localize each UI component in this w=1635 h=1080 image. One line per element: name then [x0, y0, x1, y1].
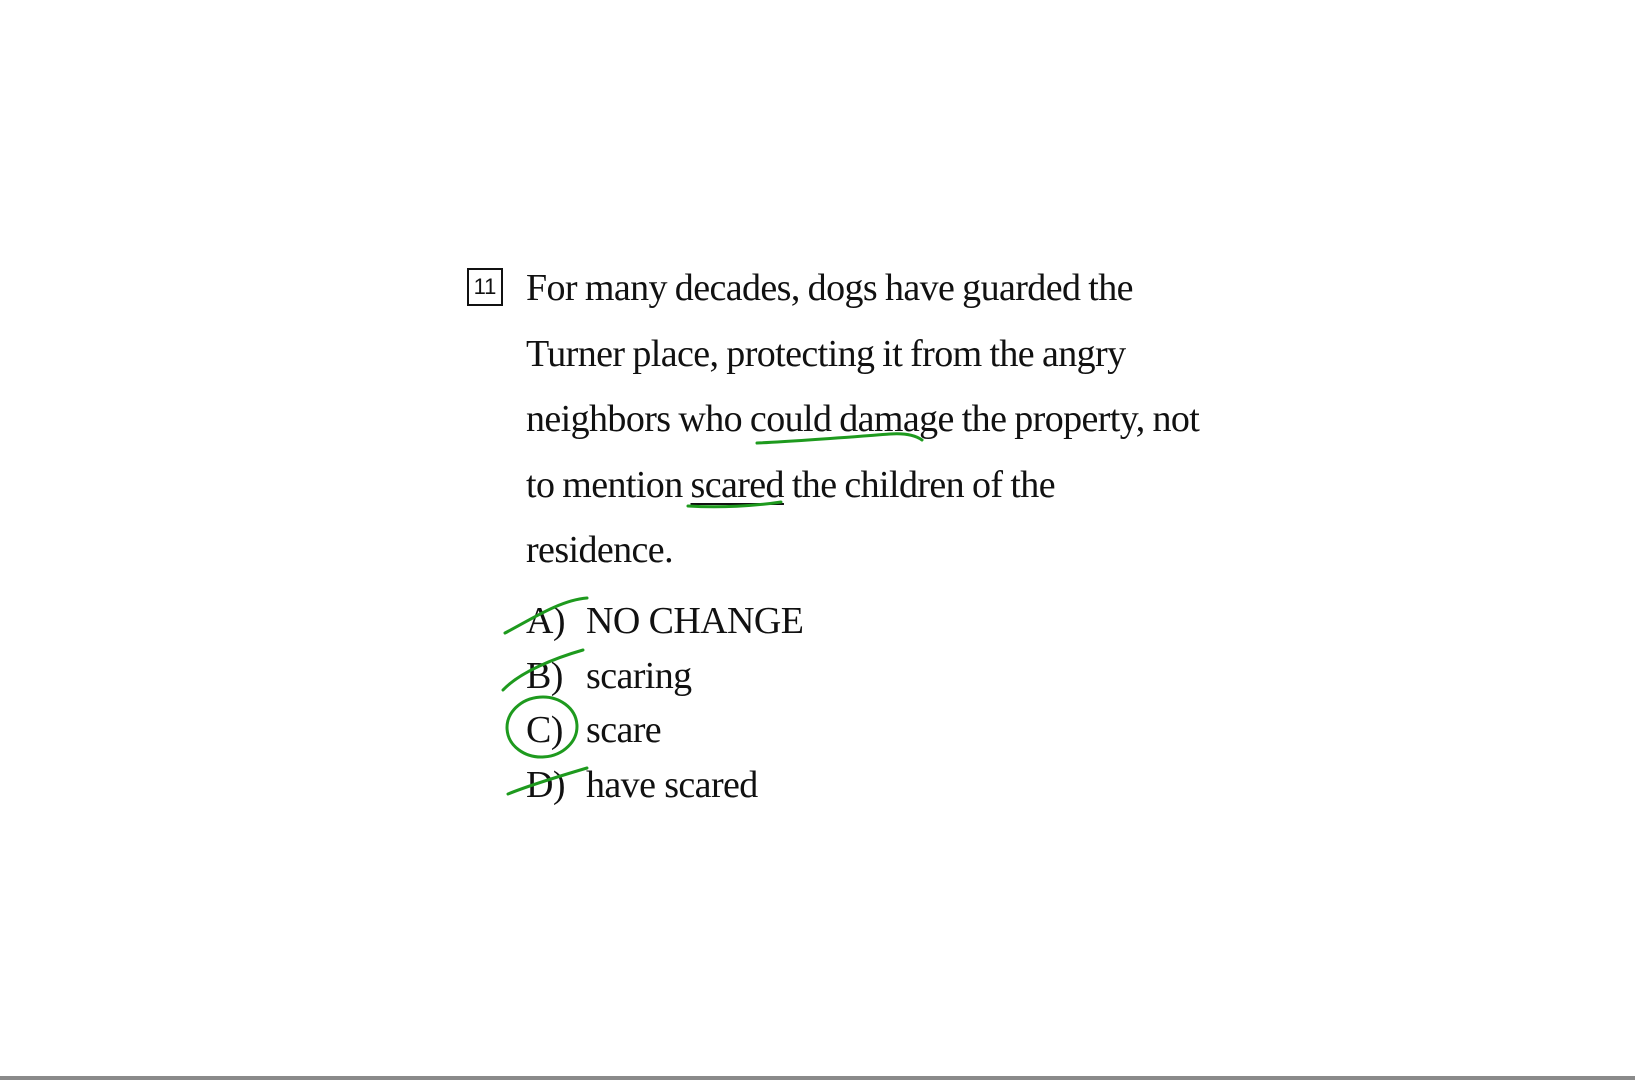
underlined-phrase-could-damage: could damage [749, 398, 954, 440]
passage-line-3 [526, 387, 1206, 453]
passage-text: to mention [526, 463, 691, 506]
answer-option-d[interactable] [526, 758, 803, 813]
passage-text: neighbors who [526, 398, 750, 440]
option-letter: B) [526, 654, 563, 697]
passage-text: the property, not [953, 398, 1200, 440]
answer-option-b[interactable] [526, 649, 803, 704]
option-letter: A) [526, 600, 565, 642]
option-text: scaring [586, 654, 692, 697]
passage-line-2 [526, 322, 1206, 388]
option-letter: D) [526, 763, 565, 806]
passage-text: For many decades, dogs have guarded the [526, 267, 1133, 309]
passage-line-4 [526, 453, 1206, 519]
passage-text: the children of the [783, 463, 1055, 506]
passage-line-1 [526, 256, 1206, 322]
question-number-box: 11 [467, 268, 503, 306]
option-letter: C) [526, 709, 563, 751]
option-text: have scared [586, 763, 758, 806]
option-text: NO CHANGE [586, 600, 804, 642]
answer-option-a[interactable] [526, 594, 803, 649]
passage-text: Turner place, protecting it from the angry [526, 332, 1126, 375]
passage-line-5 [526, 518, 1206, 584]
bottom-divider [0, 1076, 1635, 1080]
underlined-phrase-scared: scared [690, 463, 784, 506]
question-passage [526, 256, 1206, 584]
option-text: scare [586, 709, 662, 751]
answer-option-c[interactable] [526, 703, 803, 758]
passage-text: residence. [526, 529, 673, 571]
answer-options [526, 594, 803, 812]
